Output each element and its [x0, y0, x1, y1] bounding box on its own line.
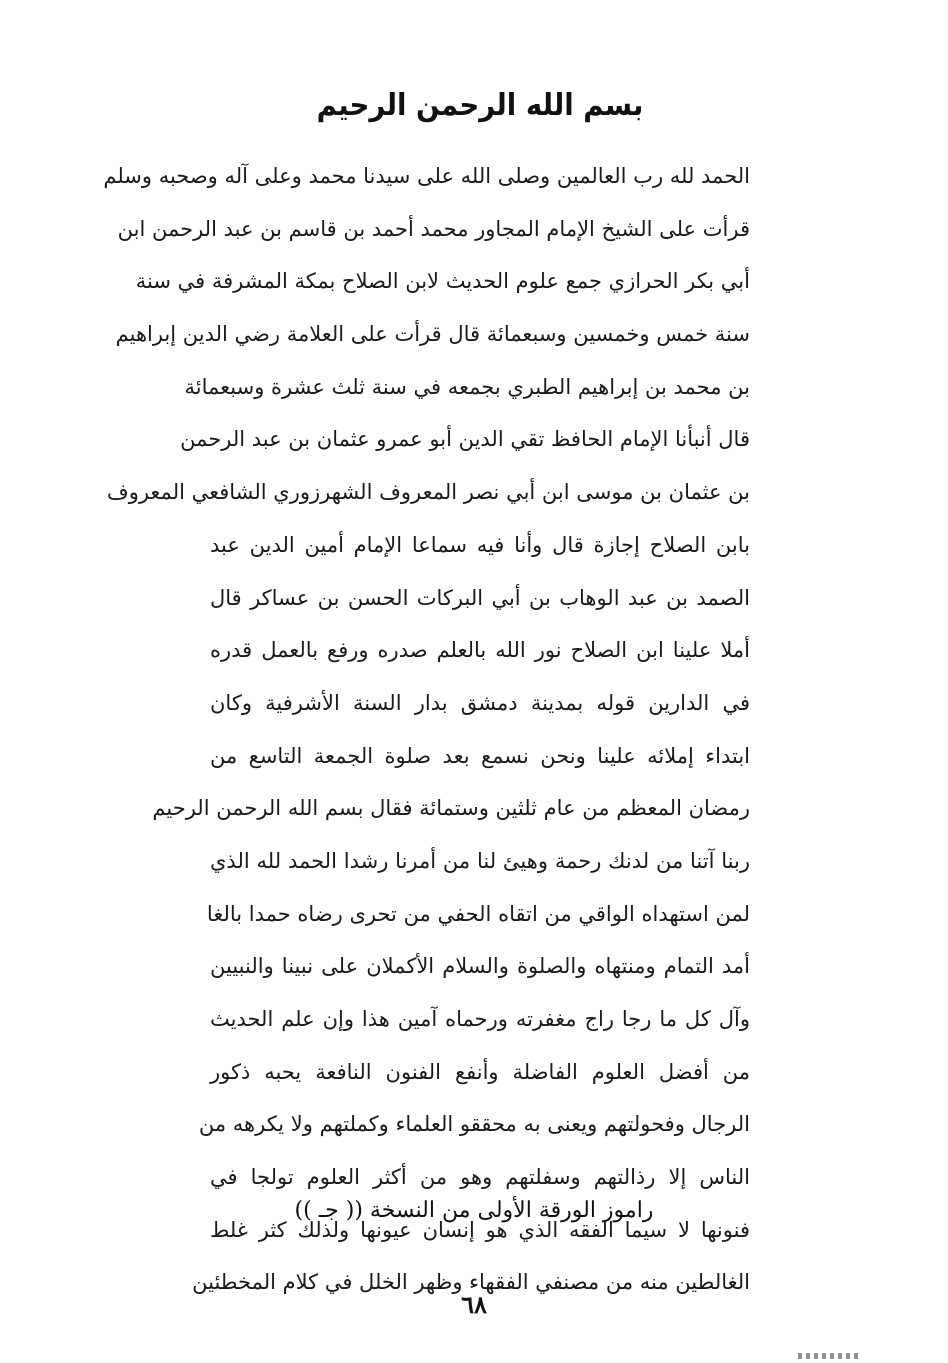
manuscript-line: قرأت على الشيخ الإمام المجاور محمد أحمد بن قاسم بن عبد الرحمن ابن: [117, 216, 750, 241]
manuscript-line: وآل كل ما رجا راج مغفرته ورحماه آمين هذا وإن علم الحديث: [210, 1007, 750, 1031]
manuscript-line: في الدارين قوله بمدينة دمشق بدار السنة الأشرفية وكان: [210, 690, 750, 715]
manuscript-line: بن محمد بن إبراهيم الطبري بجمعه في سنة ثلث عشرة وسبعمائة: [184, 374, 750, 399]
manuscript-line: الحمد لله رب العالمين وصلى الله على سيدنا محمد وعلى آله وصحبه وسلم: [103, 164, 750, 188]
manuscript-line: الغالطين منه من مصنفي الفقهاء وظهر الخلل في كلام المخطئين: [192, 1270, 750, 1295]
manuscript-line: بابن الصلاح إجازة قال وأنا فيه سماعا الإمام أمين الدين عبد: [210, 532, 750, 557]
manuscript-line: أملا علينا ابن الصلاح نور الله بالعلم صدره ورفع بالعمل قدره: [210, 638, 750, 663]
manuscript-line: قال أنبأنا الإمام الحافظ تقي الدين أبو عمرو عثمان بن عبد الرحمن: [180, 427, 750, 452]
manuscript-line: سنة خمس وخمسين وسبعمائة قال قرأت على العلامة رضي الدين إبراهيم: [115, 322, 750, 347]
manuscript-line: الناس إلا رذالتهم وسفلتهم وهو من أكثر العلوم تولجا في: [210, 1165, 750, 1190]
manuscript-line: الرجال وفحولتهم ويعنى به محققو العلماء وكملتهم ولا يكرهه من: [198, 1112, 750, 1137]
page-number: ٦٨: [461, 1290, 487, 1319]
manuscript-line: بن عثمان بن موسى ابن أبي نصر المعروف الشهرزوري الشافعي المعروف: [106, 480, 750, 505]
scan-edge-mark: [798, 1353, 858, 1359]
manuscript-line: من أفضل العلوم الفاضلة وأنفع الفنون النافعة يحبه ذكور: [210, 1059, 750, 1084]
manuscript-line: الصمد بن عبد الوهاب بن أبي البركات الحسن بن عساكر قال: [210, 585, 750, 610]
figure-caption: راموز الورقة الأولى من النسخة (( جـ )): [294, 1198, 654, 1223]
manuscript-line: لمن استهداه الواقي من اتقاه الحفي من تحرى رضاه حمدا بالغا: [206, 901, 750, 926]
manuscript-line: فنونها لا سيما الفقه الذي هو إنسان عيونها ولذلك كثر غلط: [210, 1217, 750, 1242]
manuscript-line: أمد التمام ومنتهاه والصلوة والسلام الأكملان على نبينا والنبيين: [210, 954, 750, 979]
manuscript-text-block: [103, 150, 750, 1309]
manuscript-line: رمضان المعظم من عام ثلثين وستمائة فقال بسم الله الرحمن الرحيم: [152, 796, 750, 821]
manuscript-line: أبي بكر الحرازي جمع علوم الحديث لابن الصلاح بمكة المشرفة في سنة: [135, 269, 750, 294]
manuscript-line: ابتداء إملائه علينا ونحن نسمع بعد صلوة الجمعة التاسع من: [210, 743, 750, 768]
manuscript-line: ربنا آتنا من لدنك رحمة وهيئ لنا من أمرنا رشدا الحمد لله الذي: [210, 848, 750, 873]
basmala-heading: بسم الله الرحمن الرحيم: [316, 88, 644, 123]
